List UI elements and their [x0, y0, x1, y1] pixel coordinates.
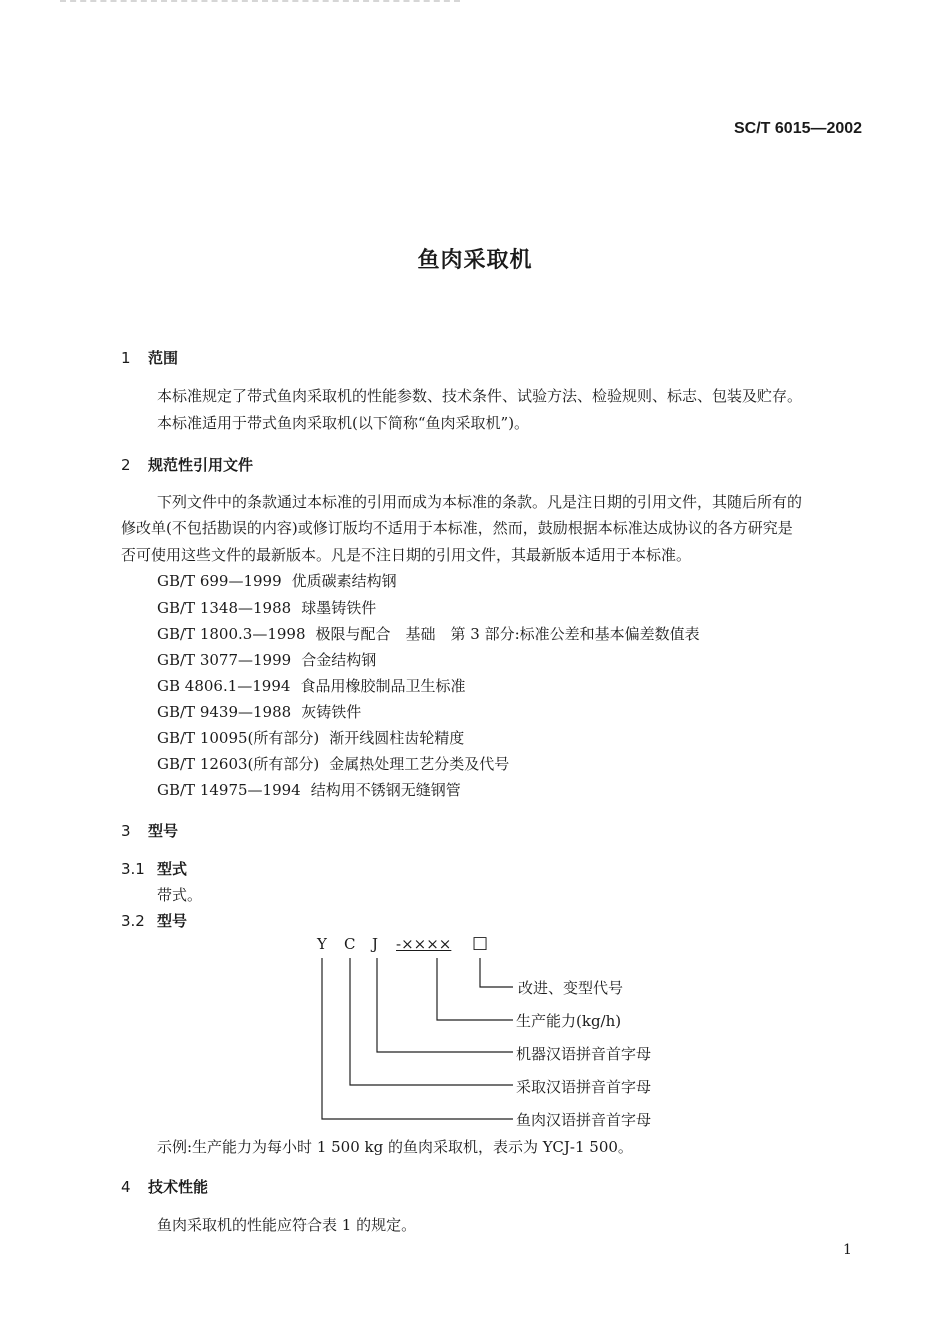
connector-machine: [377, 958, 513, 1052]
reference-name: 渐开线圆柱齿轮精度: [329, 729, 465, 747]
reference-code: GB/T 12603(所有部分): [157, 755, 320, 773]
label-machine-initial: 机器汉语拼音首字母: [516, 1045, 652, 1063]
section-number: 4: [121, 1178, 131, 1196]
reference-name: 极限与配合 基础 第 3 部分:标准公差和基本偏差数值表: [315, 625, 700, 643]
connector-capacity: [437, 958, 513, 1020]
model-letter-c: C: [344, 935, 356, 953]
section-number: 3.2: [121, 912, 145, 930]
section-title: 型号: [157, 912, 188, 930]
section-2-intro-line-2: 修改单(不包括勘误的内容)或修订版均不适用于本标准，然而，鼓励根据本标准达成协议的各方研究是: [121, 519, 793, 537]
reference-code: GB/T 699—1999: [157, 572, 282, 590]
section-4-heading: [121, 1176, 208, 1197]
reference-code: GB 4806.1—1994: [157, 677, 291, 695]
reference-code: GB/T 1800.3—1998: [157, 625, 306, 643]
label-revision-code: 改进、变型代号: [518, 979, 624, 997]
reference-name: 灰铸铁件: [301, 703, 362, 721]
section-number: 3.1: [121, 860, 145, 878]
section-title: 型号: [148, 822, 179, 840]
standard-number: SC/T 6015—2002: [734, 120, 863, 137]
model-revision-box: □: [472, 933, 489, 953]
connector-picking: [350, 958, 513, 1085]
reference-code: GB/T 3077—1999: [157, 651, 292, 669]
page-number: 1: [843, 1242, 852, 1258]
label-fish-meat-initial: 鱼肉汉语拼音首字母: [516, 1111, 652, 1129]
section-title: 范围: [148, 349, 179, 367]
section-4-text: 鱼肉采取机的性能应符合表 1 的规定。: [157, 1216, 417, 1234]
reference-name: 食品用橡胶制品卫生标准: [300, 677, 466, 695]
section-title: 规范性引用文件: [148, 456, 254, 474]
section-3-1-text: 带式。: [157, 886, 203, 904]
model-letter-j: J: [372, 935, 379, 953]
section-1-para-1: 本标准规定了带式鱼肉采取机的性能参数、技术条件、试验方法、检验规则、标志、包装及贮存。: [157, 387, 803, 405]
document-title: 鱼肉采取机: [417, 248, 533, 273]
reference-name: 结构用不锈钢无缝钢管: [310, 781, 461, 799]
section-number: 1: [121, 349, 131, 367]
label-capacity: 生产能力(kg/h): [516, 1012, 622, 1030]
model-example: 示例:生产能力为每小时 1 500 kg 的鱼肉采取机，表示为 YCJ-1 500。: [157, 1138, 633, 1156]
reference-name: 合金结构钢: [301, 651, 377, 669]
section-number: 2: [121, 456, 131, 474]
section-1-para-2: 本标准适用于带式鱼肉采取机(以下简称“鱼肉采取机”)。: [157, 414, 530, 432]
section-2-intro-line-3: 否可使用这些文件的最新版本。凡是不注日期的引用文件，其最新版本适用于本标准。: [121, 546, 692, 564]
reference-name: 优质碳素结构钢: [291, 572, 397, 590]
section-title: 型式: [157, 860, 188, 878]
reference-name: 球墨铸铁件: [301, 599, 377, 617]
section-number: 3: [121, 822, 131, 840]
section-title: 技术性能: [148, 1178, 209, 1196]
reference-code: GB/T 14975—1994: [157, 781, 301, 799]
reference-code: GB/T 10095(所有部分): [157, 729, 320, 747]
section-2-intro-line-1: 下列文件中的条款通过本标准的引用而成为本标准的条款。凡是注日期的引用文件，其随后所有的: [157, 493, 803, 511]
connector-revision: [480, 958, 513, 987]
model-letter-y: Y: [317, 935, 327, 953]
model-capacity-placeholder: -××××: [396, 935, 452, 953]
label-picking-initial: 采取汉语拼音首字母: [516, 1078, 652, 1096]
reference-code: GB/T 9439—1988: [157, 703, 292, 721]
reference-code: GB/T 1348—1988: [157, 599, 292, 617]
reference-name: 金属热处理工艺分类及代号: [329, 755, 510, 773]
connector-fish-meat: [322, 958, 513, 1119]
